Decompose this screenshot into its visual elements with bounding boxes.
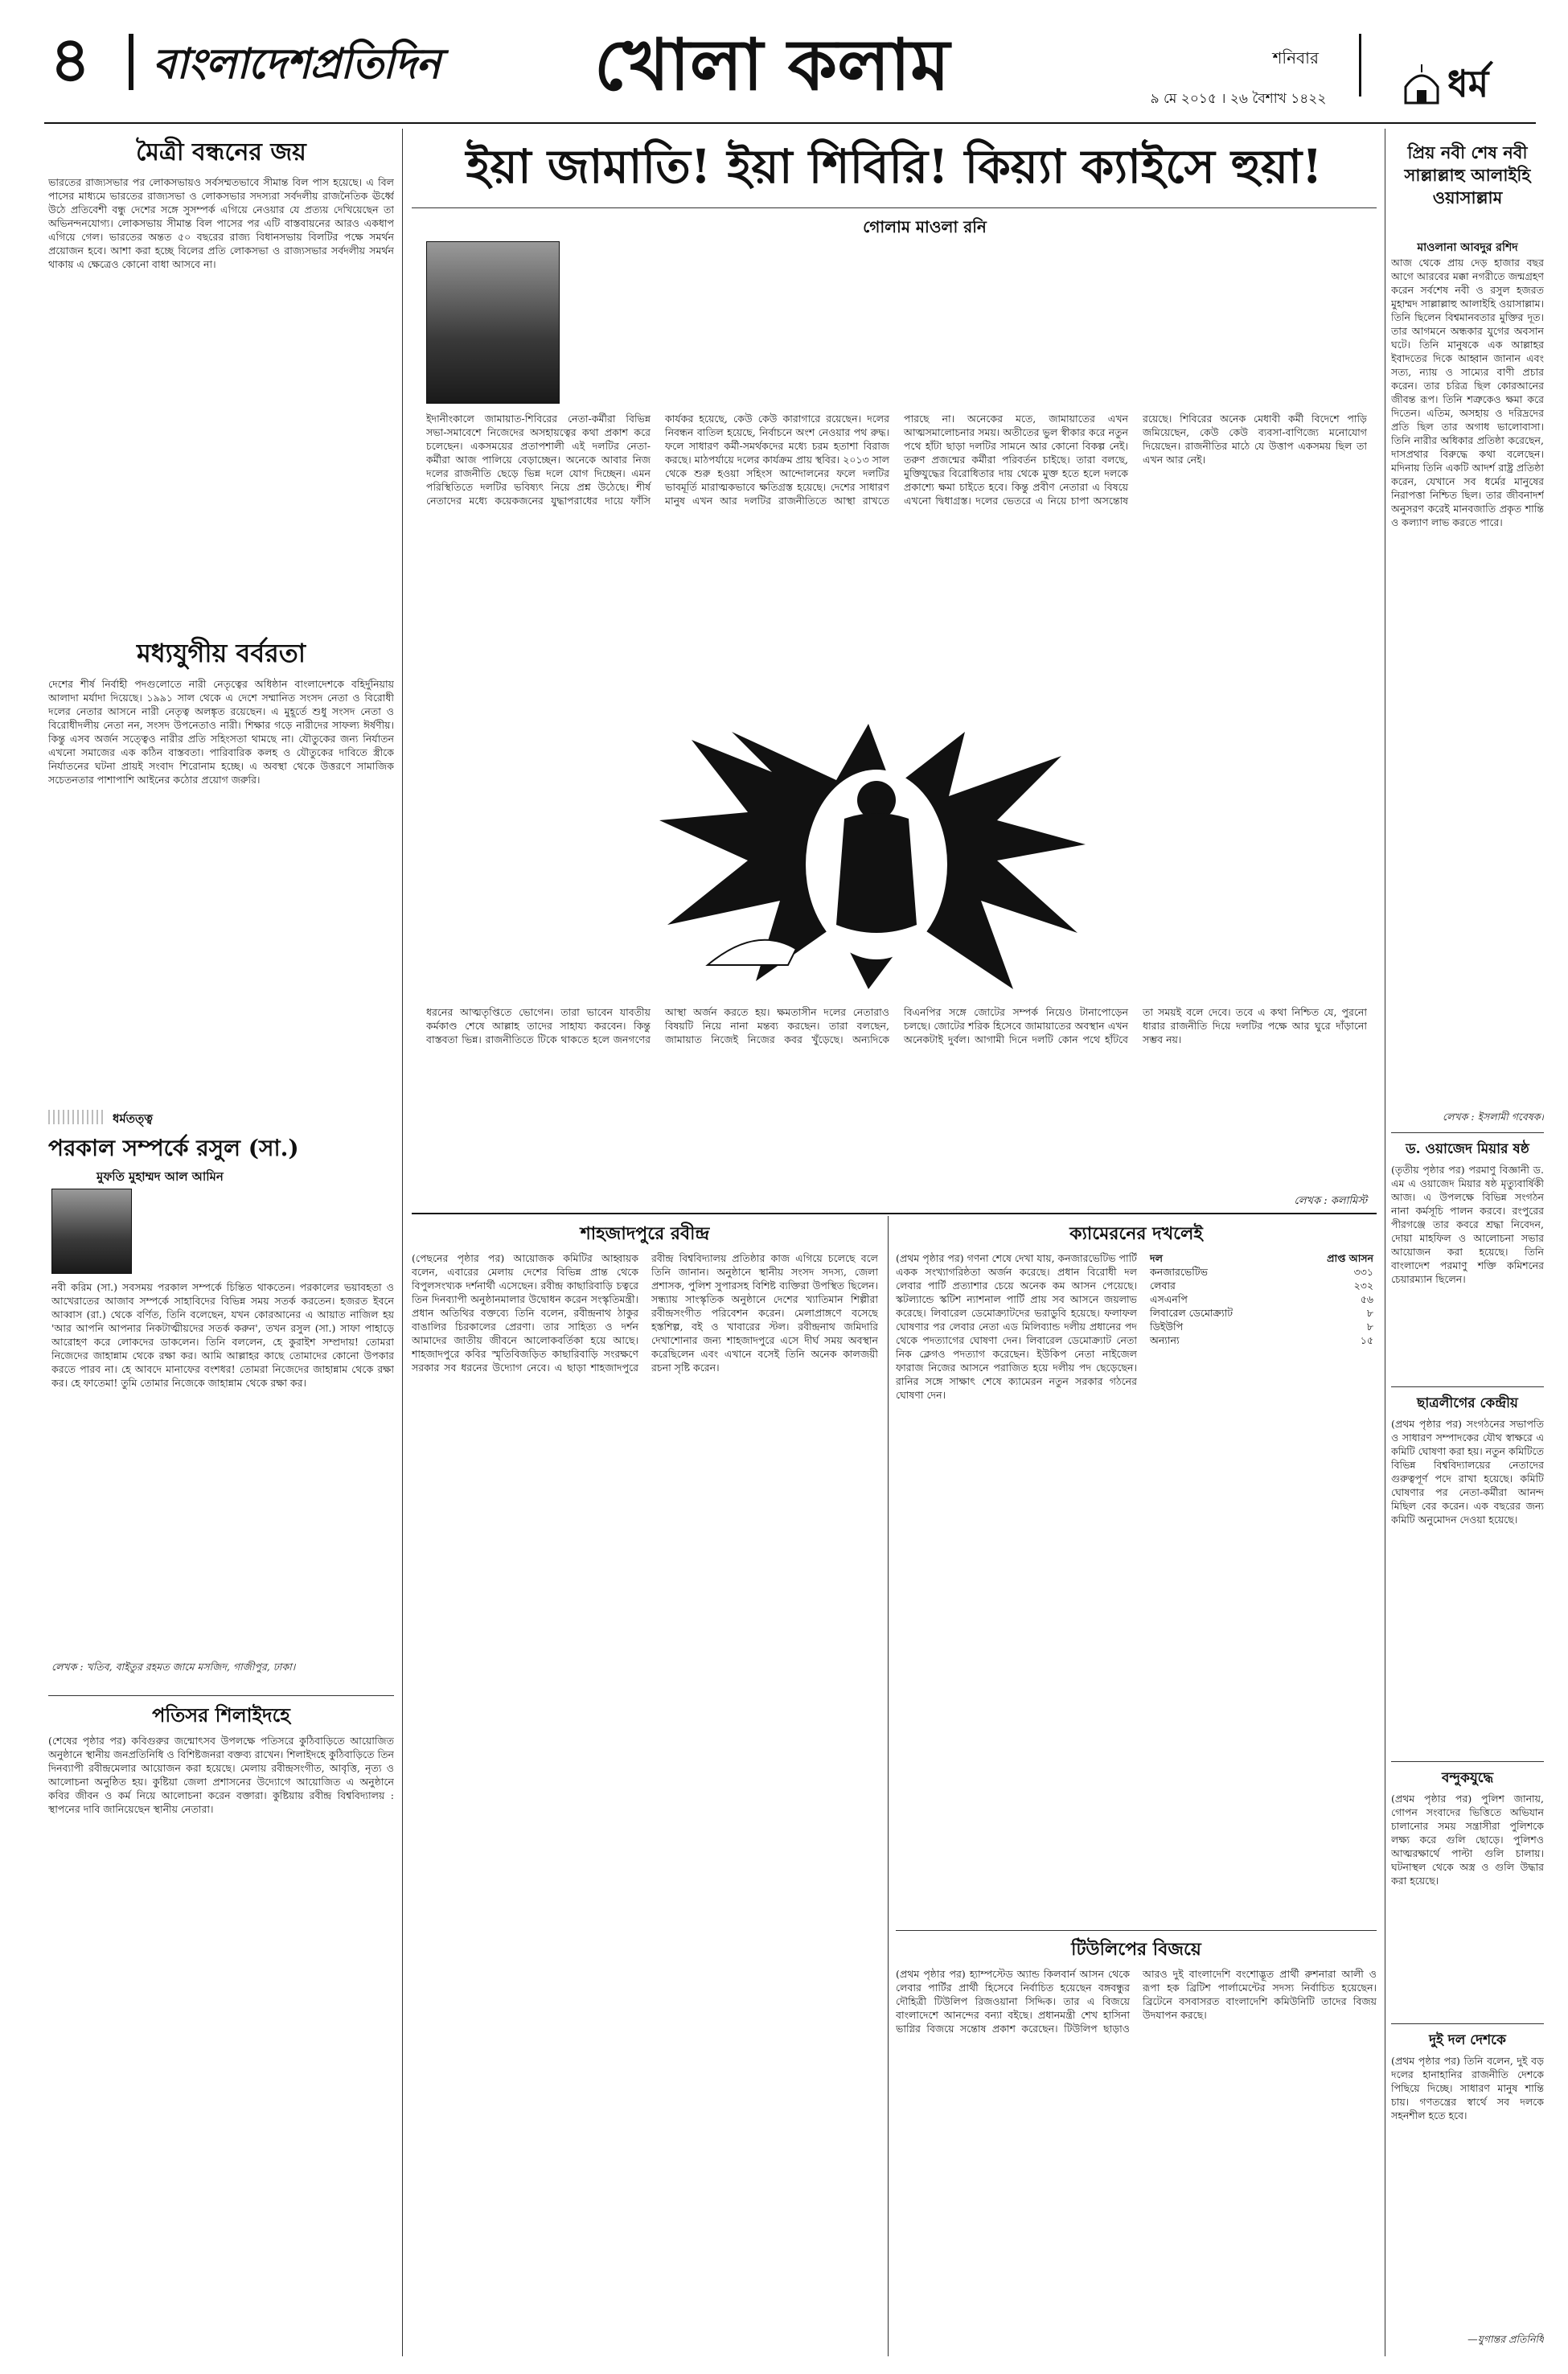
right-article-title-3: ছাত্রলীগের কেন্দ্রীয় xyxy=(1417,1395,1518,1411)
editorial-title-2: মধ্যযুগীয় বর্বরতা xyxy=(136,638,306,668)
results-table xyxy=(1147,1251,1377,1347)
headline-rule xyxy=(412,207,1377,208)
right-rule-2 xyxy=(1391,1386,1544,1387)
col1-rule xyxy=(48,1695,394,1696)
right-rule-4 xyxy=(1391,2023,1544,2024)
page-number: ৪ xyxy=(50,23,91,97)
story-rule xyxy=(896,1930,1377,1931)
party-seats: ৮ xyxy=(1366,1307,1373,1319)
table-row xyxy=(1147,1265,1377,1279)
table-row xyxy=(1147,1333,1377,1347)
story-title-shahzadpur: শাহজাদপুরে রবীন্দ্র xyxy=(580,1223,710,1244)
religion-body: নবী করিম (সা.) সবসময় পরকাল সম্পর্কে চিন্তিত থাকতেন। পরকালের ভয়াবহতা ও আখেরাতের আজাব সম্পর্কে সাহাবিদের বিভিন্ন সময় সতর্ক করতেন। হজরত ইবনে আব্বাস (রা.) থেকে বর্ণিত, তিনি বলেছেন, যখন কোরআনের এ আয়াত নাজিল হয় 'আর আপনি আপনার নিকটাত্মীয়দের সতর্ক করুন', তখন রসুল (সা.) সাফা পাহাড়ে আরোহণ করে লোকদের ডাকলেন। তিনি বললেন, হে কুরাইশ সম্প্রদায়! তোমরা নিজেদের জাহান্নাম থেকে রক্ষা কর। আমি আল্লাহর কাছে তোমাদের কোনো উপকার করতে পারব না। হে আবদে মানাফের বংশধর! তোমরা নিজেদের জাহান্নাম থেকে রক্ষা কর। হে ফাতেমা! তুমি তোমার নিজেকে জাহান্নাম থেকে রক্ষা কর। xyxy=(51,1281,394,1389)
masthead xyxy=(0,0,1568,121)
news-body-patisar: (শেষের পৃষ্ঠার পর) কবিগুরুর জন্মোৎসব উপলক্ষে পতিসরে কুঠিবাড়িতে আয়োজিত অনুষ্ঠানে স্থানীয় জনপ্রতিনিধি ও বিশিষ্টজনরা বক্তব্য রাখেন। শিলাইদহে কুঠিবাড়িতে তিন দিনব্যাপী রবীন্দ্রমেলার আয়োজন করা হয়েছে। মেলায় রবীন্দ্রসংগীত, আবৃত্তি, নৃত্য ও আলোচনা অনুষ্ঠিত হয়। কুষ্টিয়া জেলা প্রশাসনের উদ্যোগে আয়োজিত এ অনুষ্ঠানে কবির জীবন ও কর্ম নিয়ে আলোচনা করেন বক্তারা। কুষ্টিয়ায় রবীন্দ্র বিশ্ববিদ্যালয় : স্থাপনের দাবি জানিয়েছেন স্থানীয় নেতারা। xyxy=(48,1735,394,1815)
right-article-title-2: ড. ওয়াজেদ মিয়ার ষষ্ঠ xyxy=(1406,1141,1529,1157)
right-article-body-1: আজ থেকে প্রায় দেড় হাজার বছর আগে আরবের মক্কা নগরীতে জন্মগ্রহণ করেন সর্বশেষ নবী ও রসুল হজরত মুহাম্মদ সাল্লাল্লাহু আলাইহি ওয়াসাল্লাম। তিনি ছিলেন বিশ্বমানবতার মুক্তির দূত। তার আগমনে অন্ধকার যুগের অবসান ঘটে। তিনি মানুষকে এক আল্লাহর ইবাদতের দিকে আহ্বান জানান এবং সত্য, ন্যায় ও সাম্যের বাণী প্রচার করেন। তার চরিত্র ছিল কোরআনের জীবন্ত রূপ। তিনি শত্রুকেও ক্ষমা করে দিতেন। এতিম, অসহায় ও দরিদ্রদের প্রতি ছিল তার অগাধ ভালোবাসা। তিনি নারীর অধিকার প্রতিষ্ঠা করেছেন, দাসপ্রথার বিরুদ্ধে কথা বলেছেন। মদিনায় তিনি একটি আদর্শ রাষ্ট্র প্রতিষ্ঠা করেন, যেখানে সব ধর্মের মানুষের নিরাপত্তা নিশ্চিত ছিল। তার জীবনাদর্শ অনুসরণ করেই মানবজাতি প্রকৃত শান্তি ও কল্যাণ লাভ করতে পারে। xyxy=(1391,257,1544,528)
table-row xyxy=(1147,1279,1377,1292)
right-article-body-3: (প্রথম পৃষ্ঠার পর) সংগঠনের সভাপতি ও সাধারণ সম্পাদকের যৌথ স্বাক্ষরে এ কমিটি ঘোষণা করা হয়। নতুন কমিটিতে বিভিন্ন বিশ্ববিদ্যালয়ের নেতাদের গুরুত্বপূর্ণ পদে রাখা হয়েছে। কমিটি ঘোষণার পর নেতা-কর্মীরা আনন্দ মিছিল বের করেন। এক বছরের জন্য কমিটি অনুমোদন দেওয়া হয়েছে। xyxy=(1391,1418,1544,1526)
editorial-body-1: ভারতের রাজ্যসভার পর লোকসভায়ও সর্বসম্মতভাবে সীমান্ত বিল পাস হয়েছে। এ বিল পাসের মাধ্যমে ভারতের রাজ্যসভা ও লোকসভার সদস্যরা সর্বদলীয় রাজনৈতিক ঊর্ধ্বে উঠে প্রতিবেশী বন্ধু দেশের সঙ্গে সুসম্পর্ক এগিয়ে নেওয়ার যে প্রত্যয় দেখিয়েছেন তা অভিনন্দনযোগ্য। লোকসভায় সীমান্ত বিল পাসের পর এটি বাস্তবায়নের আরও একধাপ এগিয়ে গেল। ভারতের অন্তত ৫০ বছরের রাজ্য বিধানসভায় বিলটির পক্ষে সমর্থন প্রয়োজন হবে। আশা করা হচ্ছে বিলের প্রতি লোকসভা ও রাজ্যসভার সর্বদলীয় সমর্থন থাকায় এ ক্ষেত্রেও কোনো বাধা আসবে না। xyxy=(48,176,394,270)
main-byline: গোলাম মাওলা রনি xyxy=(863,217,987,236)
main-rule xyxy=(412,1213,1377,1214)
mosque-dome-icon xyxy=(1399,63,1444,105)
religion-kicker: ধর্মতত্ত্ব xyxy=(113,1111,153,1126)
party-seats: ১৫ xyxy=(1360,1334,1373,1346)
editorial-body-2: দেশের শীর্ষ নির্বাহী পদগুলোতে নারী নেতৃত্বের অধিষ্ঠান বাংলাদেশকে বহির্দুনিয়ায় আলাদা মর্যাদা দিয়েছে। ১৯৯১ সাল থেকে এ দেশে সম্মানিত সংসদ নেতা ও বিরোধী দলের নেতার আসনে নারী নেতৃত্ব অলঙ্কৃত রয়েছেন। এ মুহূর্তে শুধু সংসদ নেতা ও বিরোধীদলীয় নেতা নন, সংসদ উপনেতাও নারী। শিক্ষার গড়ে নারীদের সাফল্য ঈর্ষণীয়। কিন্তু এসব অর্জন সত্ত্বেও নারীর প্রতি সহিংসতা থামছে না। যৌতুকের জন্য নির্যাতন এখনো সমাজের এক কঠিন বাস্তবতা। পারিবারিক কলহ ও যৌতুকের দাবিতে স্ত্রীকে নির্যাতনের ঘটনা প্রায়ই সংবাদ শিরোনাম হচ্ছে। এ অবস্থা থেকে উত্তরণে সামাজিক সচেতনতার পাশাপাশি আইনের কঠোর প্রয়োগ জরুরি। xyxy=(48,678,394,786)
right-rule-3 xyxy=(1391,1761,1544,1762)
religion-author: মুফতি মুহাম্মদ আল আমিন xyxy=(96,1169,224,1184)
party-seats: ২৩২ xyxy=(1353,1279,1373,1292)
results-header-seats: প্রাপ্ত আসন xyxy=(1327,1252,1373,1264)
party-seats: ৫৬ xyxy=(1360,1293,1373,1305)
columnist-photo xyxy=(426,241,560,404)
results-header-party: দল xyxy=(1150,1252,1163,1264)
editorial-title-1: মৈত্রী বন্ধনের জয় xyxy=(136,138,306,166)
right-article-title-1: প্রিয় নবী শেষ নবী সাল্লাল্লাহু আলাইহি ওয়াসাল্লাম xyxy=(1404,142,1531,207)
religion-note: লেখক : খতিব, বাইতুর রহমত জামে মসজিদ, গাজীপুর, ঢাকা। xyxy=(51,1661,296,1673)
story-body-cameron: (প্রথম পৃষ্ঠার পর) গণনা শেষে দেখা যায়, কনজারভেটিভ পার্টি একক সংখ্যাগরিষ্ঠতা অর্জন করেছে। প্রধান বিরোধী দল লেবার পার্টি প্রত্যাশার চেয়ে অনেক কম আসন পেয়েছে। স্কটল্যান্ডে স্কটিশ ন্যাশনাল পার্টি প্রায় সব আসনে জয়লাভ করেছে। লিবারেল ডেমোক্র্যাটদের ভরাডুবি হয়েছে। ফলাফল ঘোষণার পর লেবার নেতা এড মিলিব্যান্ড দলীয় প্রধানের পদ থেকে পদত্যাগের ঘোষণা দেন। লিবারেল ডেমোক্র্যাট নেতা নিক ক্লেগও পদত্যাগ করেছেন। ইউকিপ নেতা নাইজেল ফারাজ নিজের আসনে পরাজিত হয়ে দলীয় পদ ছেড়েছেন। রানির সঙ্গে সাক্ষাৎ শেষে ক্যামেরন নতুন সরকার গঠনের ঘোষণা দেন। xyxy=(896,1252,1137,1401)
main-body: ইদানীংকালে জামায়াত-শিবিরের নেতা-কর্মীরা বিভিন্ন সভা-সমাবেশে নিজেদের অসহায়ত্বের কথা প্রকাশ করে চলেছেন। একসময়ের প্রতাপশালী এই দলটির নেতা-কর্মীরা আজ পালিয়ে বেড়াচ্ছেন। অনেকে আবার নিজ দলের রাজনীতি ছেড়ে ভিন্ন দলে যোগ দিচ্ছেন। এমন পরিস্থিতিতে দলটির ভবিষ্যৎ নিয়ে প্রশ্ন উঠেছে। শীর্ষ নেতাদের মধ্যে কয়েকজনের যুদ্ধাপরাধের দায়ে ফাঁসি কার্যকর হয়েছে, কেউ কেউ কারাগারে রয়েছেন। দলের নিবন্ধন বাতিল হয়েছে, নির্বাচনে অংশ নেওয়ার পথ রুদ্ধ। ফলে সাধারণ কর্মী-সমর্থকদের মধ্যে চরম হতাশা বিরাজ করছে। মাঠপর্যায়ে দলের কার্যক্রম প্রায় স্থবির। ২০১৩ সাল থেকে শুরু হওয়া সহিংস আন্দোলনের ফলে দলটির ভাবমূর্তি মারাত্মকভাবে ক্ষতিগ্রস্ত হয়েছে। দেশের সাধারণ মানুষ এখন আর দলটির রাজনীতিতে আস্থা রাখতে পারছে না। অনেকের মতে, জামায়াতের এখন আত্মসমালোচনার সময়। অতীতের ভুল স্বীকার করে নতুন পথে হাঁটা ছাড়া দলটির সামনে আর কোনো বিকল্প নেই। তরুণ প্রজন্মের কর্মীরা পরিবর্তন চাইছে। তারা বলছে, মুক্তিযুদ্ধের বিরোধিতার দায় থেকে মুক্ত হতে হলে দলকে প্রকাশ্যে ক্ষমা চাইতে হবে। কিন্তু প্রবীণ নেতারা এ বিষয়ে এখনো দ্বিধাগ্রস্ত। দলের ভেতরে এ নিয়ে চাপা অসন্তোষ রয়েছে। শিবিরের অনেক মেধাবী কর্মী বিদেশে পাড়ি জমিয়েছেন, কেউ কেউ ব্যবসা-বাণিজ্যে মনোযোগ দিয়েছেন। রাজনীতির মাঠে যে উত্তাপ একসময় ছিল তা এখন আর নেই। xyxy=(426,413,1367,507)
story-title-cameron: ক্যামেরনের দখলেই xyxy=(1069,1223,1203,1244)
issue-date: ৯ মে ২০১৫ । ২৬ বৈশাখ ১৪২২ xyxy=(1150,91,1327,107)
table-row xyxy=(1147,1320,1377,1333)
party-name: লিবারেল ডেমোক্র্যাট xyxy=(1150,1307,1233,1319)
right-article-title-4: বন্দুকযুদ্ধে xyxy=(1441,1770,1494,1786)
main-headline: ইয়া জামাতি! ইয়া শিবিরি! কিয়্যা ক্যাইসে হুয়া! xyxy=(466,139,1323,194)
header-divider-right xyxy=(1359,34,1361,97)
story-body-shahzadpur: (পেছনের পৃষ্ঠার পর) আয়োজক কমিটির আহ্বায়ক বলেন, এবারের মেলায় দেশের বিভিন্ন প্রান্ত থেকে বিপুলসংখ্যক দর্শনার্থী এসেছেন। রবীন্দ্র কাছারিবাড়ি চত্বরে তিন দিনব্যাপী অনুষ্ঠানমালার উদ্বোধন করেন সংস্কৃতিমন্ত্রী। প্রধান অতিথির বক্তব্যে তিনি বলেন, রবীন্দ্রনাথ ঠাকুর বাঙালির চিরকালের প্রেরণা। তার সাহিত্য ও দর্শন আমাদের জাতীয় জীবনে আলোকবর্তিকা হয়ে আছে। শাহজাদপুরে কবির স্মৃতিবিজড়িত কাছারিবাড়ি সংরক্ষণে সরকার সব ধরনের উদ্যোগ নেবে। এ ছাড়া শাহজাদপুরে রবীন্দ্র বিশ্ববিদ্যালয় প্রতিষ্ঠার কাজ এগিয়ে চলেছে বলে তিনি জানান। অনুষ্ঠানে স্থানীয় সংসদ সদস্য, জেলা প্রশাসক, পুলিশ সুপারসহ বিশিষ্ট ব্যক্তিরা উপস্থিত ছিলেন। সন্ধ্যায় সাংস্কৃতিক অনুষ্ঠানে দেশের খ্যাতিমান শিল্পীরা রবীন্দ্রসংগীত পরিবেশন করেন। মেলাপ্রাঙ্গণে বসেছে হস্তশিল্প, বই ও খাবারের স্টল। রবীন্দ্রনাথ জমিদারি দেখাশোনার জন্য শাহজাদপুরে এসে দীর্ঘ সময় অবস্থান করেছিলেন এবং এখানে বসেই তিনি অনেক কালজয়ী রচনা সৃষ্টি করেন। xyxy=(412,1252,878,1374)
results-header-row xyxy=(1147,1251,1377,1265)
section-title: খোলা কলাম xyxy=(593,23,950,106)
header-divider xyxy=(129,34,133,90)
right-article-author-1: মাওলানা আবদুর রশিদ xyxy=(1417,241,1518,254)
illustration xyxy=(659,724,1094,997)
right-article-body-4: (প্রথম পৃষ্ঠার পর) পুলিশ জানায়, গোপন সংবাদের ভিত্তিতে অভিযান চালানোর সময় সন্ত্রাসীরা পুলিশকে লক্ষ্য করে গুলি ছোড়ে। পুলিশও আত্মরক্ষার্থে পাল্টা গুলি চালায়। ঘটনাস্থল থেকে অস্ত্র ও গুলি উদ্ধার করা হয়েছে। xyxy=(1391,1793,1544,1887)
story-body-tulip: (প্রথম পৃষ্ঠার পর) হ্যাম্পস্টেড অ্যান্ড কিলবার্ন আসন থেকে লেবার পার্টির প্রার্থী হিসেবে নির্বাচিত হয়েছেন বঙ্গবন্ধুর দৌহিত্রী টিউলিপ রিজওয়ানা সিদ্দিক। তার এ বিজয়ে বাংলাদেশে আনন্দের বন্যা বইছে। প্রধানমন্ত্রী শেখ হাসিনা ভাগ্নির বিজয়ে সন্তোষ প্রকাশ করেছেন। টিউলিপ ছাড়াও আরও দুই বাংলাদেশি বংশোদ্ভূত প্রার্থী রুশনারা আলী ও রূপা হক ব্রিটিশ পার্লামেন্টের সদস্য নির্বাচিত হয়েছেন। ব্রিটেনে বসবাসরত বাংলাদেশি কমিউনিটি তাদের বিজয় উদযাপন করছে। xyxy=(896,1968,1377,2035)
party-seats: ৮ xyxy=(1366,1320,1373,1333)
masthead-rule xyxy=(44,122,1536,124)
party-seats: ৩৩১ xyxy=(1353,1266,1373,1278)
main-author-note: লেখক : কলামিস্ট xyxy=(1294,1195,1367,1207)
party-name: লেবার xyxy=(1150,1279,1176,1292)
author-photo xyxy=(51,1189,132,1274)
party-name: ডিইউপি xyxy=(1150,1320,1184,1333)
party-name: কনজারভেটিভ xyxy=(1150,1266,1208,1278)
right-article-note-1: লেখক : ইসলামী গবেষক। xyxy=(1443,1111,1544,1123)
issue-day: শনিবার xyxy=(1272,48,1319,68)
right-section-label: ধর্ম xyxy=(1447,62,1489,105)
religion-kicker-band xyxy=(48,1110,105,1124)
right-article-body-2: (তৃতীয় পৃষ্ঠার পর) পরমাণু বিজ্ঞানী ড. এম এ ওয়াজেদ মিয়ার ষষ্ঠ মৃত্যুবার্ষিকী আজ। এ উপলক্ষে বিভিন্ন সংগঠন নানা কর্মসূচি পালন করবে। রংপুরের পীরগঞ্জে তার কবরে শ্রদ্ধা নিবেদন, দোয়া মাহফিল ও আলোচনা সভার আয়োজন করা হয়েছে। তিনি বাংলাদেশ পরমাণু শক্তি কমিশনের চেয়ারম্যান ছিলেন। xyxy=(1391,1164,1544,1285)
party-name: এসএনপি xyxy=(1150,1293,1188,1305)
religion-title: পরকাল সম্পর্কে রসুল (সা.) xyxy=(48,1135,299,1161)
column-divider-2 xyxy=(888,1216,889,2356)
table-row xyxy=(1147,1306,1377,1320)
table-row xyxy=(1147,1292,1377,1306)
newspaper-name: বাংলাদেশপ্রতিদিন xyxy=(153,39,441,88)
right-rule-1 xyxy=(1391,1132,1544,1133)
story-title-tulip: টিউলিপের বিজয়ে xyxy=(1071,1939,1201,1960)
right-article-note-5: —যুগান্তর প্রতিনিধি xyxy=(1467,2333,1544,2345)
right-article-title-5: দুই দল দেশকে xyxy=(1429,2032,1506,2048)
column-divider-1 xyxy=(402,129,403,2356)
main-body-2: ধরনের আত্মতৃপ্তিতে ভোগেন। তারা ভাবেন যাবতীয় কর্মকাণ্ড শেষে আল্লাহ তাদের সাহায্য করবেন। কিন্তু বাস্তবতা ভিন্ন। রাজনীতিতে টিকে থাকতে হলে জনগণের আস্থা অর্জন করতে হয়। ক্ষমতাসীন দলের নেতারাও বিষয়টি নিয়ে নানা মন্তব্য করছেন। তারা বলছেন, জামায়াত নিজেই নিজের কবর খুঁড়েছে। অন্যদিকে বিএনপির সঙ্গে জোটের সম্পর্ক নিয়েও টানাপোড়েন চলছে। জোটের শরিক হিসেবে জামায়াতের অবস্থান এখন অনেকটাই দুর্বল। আগামী দিনে দলটি কোন পথে হাঁটবে তা সময়ই বলে দেবে। তবে এ কথা নিশ্চিত যে, পুরনো ধারার রাজনীতি দিয়ে দলটির পক্ষে আর ঘুরে দাঁড়ানো সম্ভব নয়। xyxy=(426,1006,1367,1045)
news-title-patisar: পতিসর শিলাইদহে xyxy=(152,1703,290,1727)
party-name: অন্যান্য xyxy=(1150,1334,1180,1346)
right-article-body-5: (প্রথম পৃষ্ঠার পর) তিনি বলেন, দুই বড় দলের হানাহানির রাজনীতি দেশকে পিছিয়ে দিচ্ছে। সাধারণ মানুষ শান্তি চায়। গণতন্ত্রের স্বার্থে সব দলকে সহনশীল হতে হবে। xyxy=(1391,2055,1544,2121)
